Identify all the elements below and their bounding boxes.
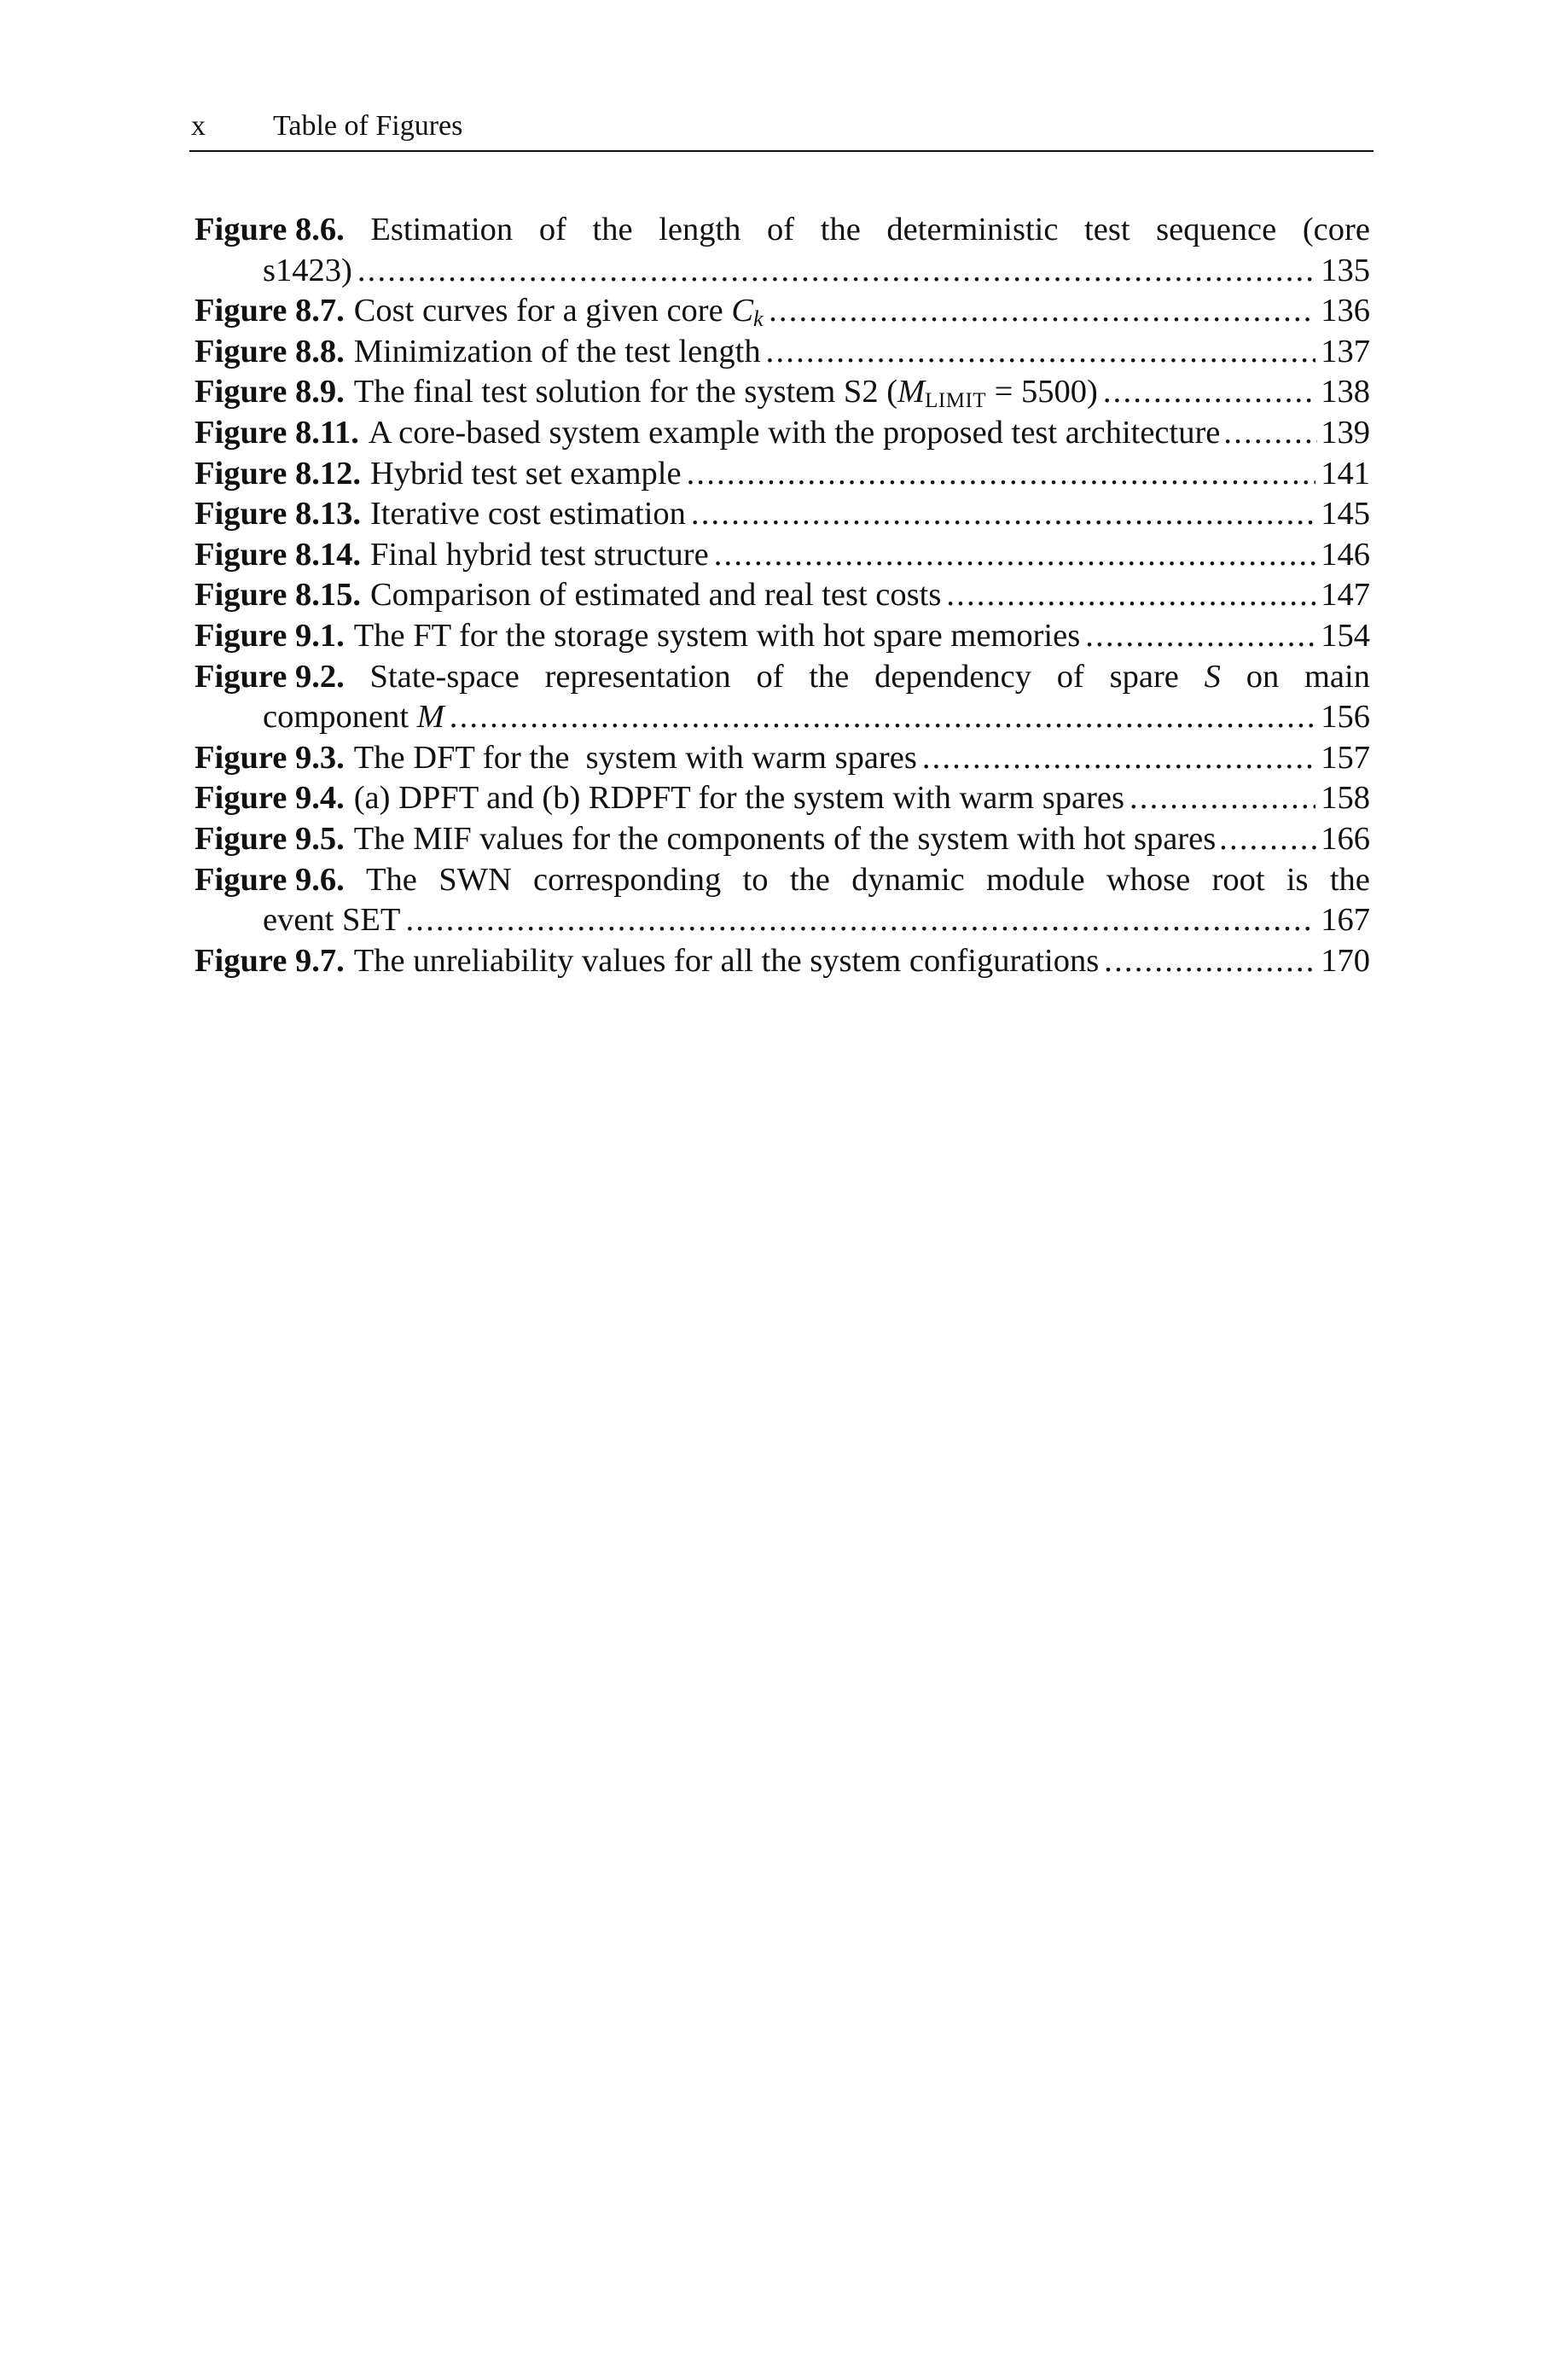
dot-leader xyxy=(1223,413,1317,454)
entry-label: Figure 9.3. xyxy=(195,739,345,776)
entry-label: Figure 8.8. xyxy=(195,333,345,369)
entry-title-subscript: k xyxy=(753,306,764,332)
entry-label: Figure 8.9. xyxy=(195,374,345,410)
dot-leader xyxy=(946,575,1315,616)
entry-page-number: 138 xyxy=(1321,374,1370,410)
entry-word: (core xyxy=(1302,212,1370,247)
entry-first-line xyxy=(195,860,1370,901)
entry-title: Comparison of estimated and real test costs xyxy=(369,577,942,614)
entry-word: representation xyxy=(544,658,731,695)
entry-page-number: 146 xyxy=(1321,536,1370,573)
figure-entry xyxy=(195,210,1370,291)
entry-word: root xyxy=(1211,861,1265,898)
entry-page-number: 157 xyxy=(1321,739,1370,776)
entry-word: of xyxy=(538,212,566,247)
entry-label: Figure 8.7. xyxy=(195,293,345,329)
entry-title-continuation: event SET xyxy=(263,902,401,939)
entry-title-continuation: s1423) xyxy=(263,252,352,288)
entry-word: Estimation xyxy=(370,212,514,247)
entry-title: Hybrid test set example xyxy=(369,455,682,492)
entry-page-number: 158 xyxy=(1321,780,1370,817)
entry-word: corresponding xyxy=(533,861,722,898)
entry-page-number: 166 xyxy=(1321,820,1370,857)
entry-title-text: Cost curves for a given core xyxy=(353,293,732,329)
dot-leader xyxy=(357,251,1315,292)
entry-first-line xyxy=(195,657,1370,698)
entry-label: Figure 9.4. xyxy=(195,780,345,817)
figure-entry xyxy=(195,454,1370,495)
entry-word: whose xyxy=(1106,861,1191,898)
entry-page-number: 156 xyxy=(1321,699,1370,736)
figure-list xyxy=(195,210,1370,981)
entry-word: module xyxy=(986,861,1085,898)
entry-word: the xyxy=(820,212,861,247)
entry-label: Figure 9.1. xyxy=(195,617,345,654)
entry-page-number: 137 xyxy=(1321,333,1370,369)
figure-entry xyxy=(195,616,1370,657)
entry-word-variable: S xyxy=(1204,658,1221,695)
entry-label: Figure 9.5. xyxy=(195,820,345,857)
entry-page-number: 135 xyxy=(1321,252,1370,288)
dot-leader xyxy=(714,535,1316,576)
dot-leader xyxy=(1219,819,1317,860)
entry-page-number: 170 xyxy=(1321,942,1370,979)
entry-title: The DFT for the system with warm spares xyxy=(353,739,917,776)
entry-word: length xyxy=(659,212,741,247)
entry-label: Figure 8.14. xyxy=(195,536,361,573)
entry-title: (a) DPFT and (b) RDPFT for the system with warm spares xyxy=(353,780,1124,817)
entry-word: the xyxy=(592,212,633,247)
entry-label: Figure 8.6. xyxy=(195,212,345,247)
figure-entry xyxy=(195,575,1370,616)
entry-title-continuation xyxy=(263,697,444,738)
entry-word: to xyxy=(742,861,769,898)
entry-label: Figure 8.15. xyxy=(195,577,361,614)
entry-continuation-line xyxy=(195,900,1370,941)
figure-entry xyxy=(195,332,1370,373)
entry-label: Figure 8.12. xyxy=(195,455,361,492)
entry-word: the xyxy=(809,658,850,695)
dot-leader xyxy=(691,494,1315,535)
entry-page-number: 145 xyxy=(1321,496,1370,532)
entry-label: Figure 8.11. xyxy=(195,414,359,451)
entry-word: the xyxy=(789,861,830,898)
entry-title: The MIF values for the components of the system with hot spares xyxy=(353,820,1217,857)
entry-title: The FT for the storage system with hot spare memories xyxy=(353,617,1081,654)
entry-word: State-space xyxy=(369,658,520,695)
entry-title-variable: C xyxy=(731,293,754,329)
page-folio: x xyxy=(191,110,206,142)
dot-leader xyxy=(922,738,1315,779)
entry-word: main xyxy=(1304,658,1370,695)
entry-page-number: 139 xyxy=(1321,414,1370,451)
dot-leader xyxy=(1085,616,1315,657)
entry-continuation-line xyxy=(195,251,1370,292)
dot-leader xyxy=(405,900,1315,941)
entry-word: deterministic xyxy=(886,212,1059,247)
dot-leader xyxy=(687,454,1316,495)
entry-label: Figure 9.2. xyxy=(195,658,345,695)
entry-title: A core-based system example with the proposed test architecture xyxy=(368,414,1221,451)
dot-leader xyxy=(1104,941,1315,982)
entry-title: The unreliability values for all the system configurations xyxy=(353,942,1100,979)
entry-label: Figure 9.6. xyxy=(195,861,345,898)
dot-leader xyxy=(1103,372,1315,413)
entry-word: SWN xyxy=(438,861,512,898)
figure-entry xyxy=(195,819,1370,860)
entry-page-number: 154 xyxy=(1321,617,1370,654)
entry-word: dependency xyxy=(874,658,1032,695)
entry-word: test xyxy=(1084,212,1130,247)
entry-first-line xyxy=(195,210,1370,251)
entry-title-variable: M xyxy=(416,699,444,736)
entry-word: the xyxy=(1329,861,1370,898)
entry-label: Figure 9.7. xyxy=(195,942,345,979)
entry-label: Figure 8.13. xyxy=(195,496,361,532)
entry-page-number: 136 xyxy=(1321,293,1370,329)
figure-entry xyxy=(195,494,1370,535)
entry-title: Iterative cost estimation xyxy=(369,496,686,532)
entry-word: is xyxy=(1286,861,1309,898)
figure-entry xyxy=(195,778,1370,819)
entry-word: dynamic xyxy=(851,861,965,898)
figure-entry xyxy=(195,860,1370,941)
entry-page-number: 167 xyxy=(1321,902,1370,939)
dot-leader xyxy=(769,291,1315,332)
figure-entry xyxy=(195,535,1370,576)
figure-entry xyxy=(195,657,1370,738)
entry-word: The xyxy=(366,861,417,898)
entry-title: Final hybrid test structure xyxy=(369,536,709,573)
dot-leader xyxy=(1130,778,1315,819)
entry-page-number: 147 xyxy=(1321,577,1370,614)
running-header xyxy=(189,108,1373,152)
dot-leader xyxy=(766,332,1316,373)
dot-leader xyxy=(450,697,1315,738)
entry-title: Minimization of the test length xyxy=(353,333,761,369)
entry-page-number: 141 xyxy=(1321,455,1370,492)
entry-word: of xyxy=(767,212,795,247)
entry-word: on xyxy=(1246,658,1280,695)
running-header-title: Table of Figures xyxy=(273,110,463,142)
figure-entry xyxy=(195,291,1370,332)
entry-continuation-line xyxy=(195,697,1370,738)
entry-title-variable: M xyxy=(897,374,926,410)
entry-title-text-after: = 5500) xyxy=(986,374,1098,410)
entry-word: spare xyxy=(1109,658,1179,695)
figure-entry xyxy=(195,738,1370,779)
entry-title-text: The final test solution for the system S2 ( xyxy=(353,374,898,410)
entry-word: of xyxy=(756,658,784,695)
entry-word: of xyxy=(1056,658,1084,695)
entry-title-subscript: LIMIT xyxy=(925,389,987,413)
entry-word: sequence xyxy=(1156,212,1277,247)
figure-entry xyxy=(195,413,1370,454)
figure-entry xyxy=(195,372,1370,413)
figure-entry xyxy=(195,941,1370,982)
entry-title-text: component xyxy=(263,699,417,736)
